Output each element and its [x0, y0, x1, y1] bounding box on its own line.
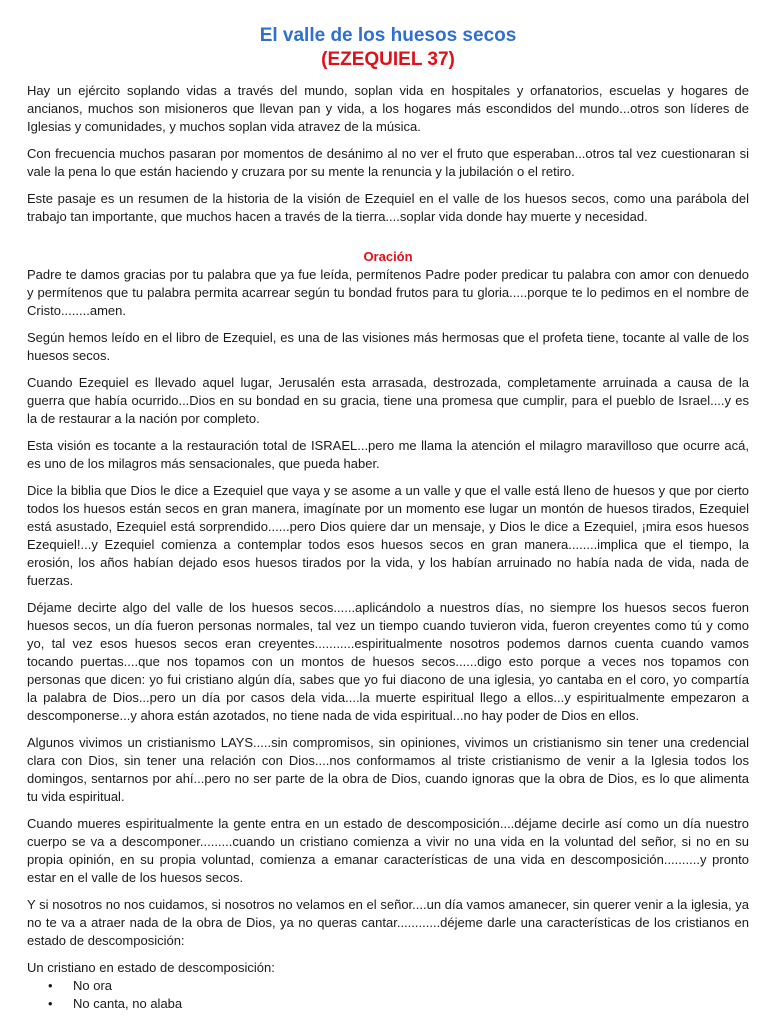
body-paragraph-8: Cuando mueres espiritualmente la gente entra en un estado de descomposición....déjame decirle así como un día nuestro cuerpo se va a descomponer.........cuando un cristiano comienza a vivir no una vida en la voluntad del señor, si no en su propia opinión, en su propia voluntad, comienza a emanar características de una vida en descomposición..........y pronto estar en el valle de los huesos secos.: [27, 816, 749, 885]
list-item-text: No ora: [73, 978, 113, 993]
document-page: [27, 24, 749, 1013]
document-subtitle: (EZEQUIEL 37): [321, 49, 455, 70]
document-title: El valle de los huesos secos: [259, 25, 517, 46]
list-intro: Un cristiano en estado de descomposición:: [27, 960, 275, 975]
list-item-text: No canta, no alaba: [73, 996, 183, 1011]
intro-paragraph-2: Con frecuencia muchos pasaran por momentos de desánimo al no ver el fruto que esperaban...otros tal vez cuestionaran si vale la pena lo que están haciendo y cruzara por su mente la renuncia y la jubilación o el retiro.: [27, 146, 749, 179]
intro-paragraph-1: Hay un ejército soplando vidas a través del mundo, soplan vida en hospitales y orfanatorios, escuelas y hogares de ancianos, muchos son misioneros que llevan pan y vida, a los hogares más escondidos del mundo...otros son líderes de Iglesias y comunidades, y muchos soplan vida atravez de la música.: [27, 83, 749, 134]
body-paragraph-3: Cuando Ezequiel es llevado aquel lugar, Jerusalén esta arrasada, destrozada, completamente arruinada a causa de la guerra que había ocurrido...Dios en su bondad en su gracia, tiene una promesa que cumplir, para el pueblo de Israel....y es la de restaurar a la nación por completo.: [27, 375, 749, 426]
body-paragraph-4: Esta visión es tocante a la restauración total de ISRAEL...pero me llama la atención el milagro maravilloso que ocurre acá, es uno de los milagros más sensacionales, que pueda haber.: [27, 438, 749, 471]
list-item: [48, 995, 749, 1013]
section-heading-oracion: Oración: [363, 249, 413, 264]
intro-paragraph-3: Este pasaje es un resumen de la historia de la visión de Ezequiel en el valle de los huesos secos, como una parábola del trabajo tan importante, que muchos hacen a través de la tierra....soplar vida donde hay muerte y necesidad.: [27, 191, 749, 224]
body-paragraph-2: Según hemos leído en el libro de Ezequiel, es una de las visiones más hermosas que el profeta tiene, tocante al valle de los huesos secos.: [27, 330, 749, 363]
bullet-list: [27, 977, 749, 1013]
list-item: [48, 977, 749, 995]
bullet-icon: •: [48, 978, 53, 993]
body-paragraph-1: Padre te damos gracias por tu palabra que ya fue leída, permítenos Padre poder predicar tu palabra con amor con denuedo y permítenos que tu palabra permita acarrear según tu bondad frutos para tu gloria.....porque te lo pedimos en el nombre de Cristo........amen.: [27, 267, 749, 318]
bullet-icon: •: [48, 996, 53, 1011]
body-paragraph-7: Algunos vivimos un cristianismo LAYS.....sin compromisos, sin opiniones, vivimos un cristianismo sin tener una credencial clara con Dios, sin tener una relación con Dios....nos conformamos al triste cristianismo de venir a la Iglesia todos los domingos, sentarnos por ahí...pero no ser parte de la obra de Dios, cuando ignoras que la obra de Dios, es lo que alimenta tu vida espiritual.: [27, 735, 749, 804]
body-paragraph-6: Déjame decirte algo del valle de los huesos secos......aplicándolo a nuestros días, no siempre los huesos secos fueron huesos secos, un día fueron personas normales, tal vez un tiempo cuando tuvieron vida, fueron creyentes como tú y como yo, tal vez esos huesos secos eran creyentes...........espiritualmente nosotros podemos darnos cuenta cuando vamos tocando puertas....que nos topamos con un montos de huesos secos......digo esto porque a veces nos topamos con personas que dicen: yo fui cristiano algún día, sabes que yo fui diacono de una iglesia, yo cantaba en el coro, yo compartía la palabra de Dios...pero un día por casos dela vida....la muerte espiritual llego a ellos...y espiritualmente empezaron a descomponerse...y ahora están azotados, no tiene nada de vida espiritual...no hay poder de Dios en ellos.: [27, 600, 749, 723]
body-paragraph-5: Dice la biblia que Dios le dice a Ezequiel que vaya y se asome a un valle y que el valle está lleno de huesos y que por cierto todos los huesos están secos en gran manera, imagínate por un momento ese lugar un montón de huesos tirados, Ezequiel está asustado, Ezequiel está sorprendido......pero Dios quiere dar un mensaje, y Dios le dice a Ezequiel, ¡mira esos huesos Ezequiel!...y Ezequiel comienza a contemplar todos esos huesos secos en gran manera........implica que el tiempo, la erosión, los años habían dejado esos huesos tirados por la vida, y los habían arruinado no había nada de vida, nada de fuerzas.: [27, 483, 749, 588]
body-paragraph-9: Y si nosotros no nos cuidamos, si nosotros no velamos en el señor....un día vamos amanecer, sin querer venir a la iglesia, ya no te va a atraer nada de la obra de Dios, ya no queras cantar............déjeme darle una características de los cristianos en estado de descomposición:: [27, 897, 749, 948]
